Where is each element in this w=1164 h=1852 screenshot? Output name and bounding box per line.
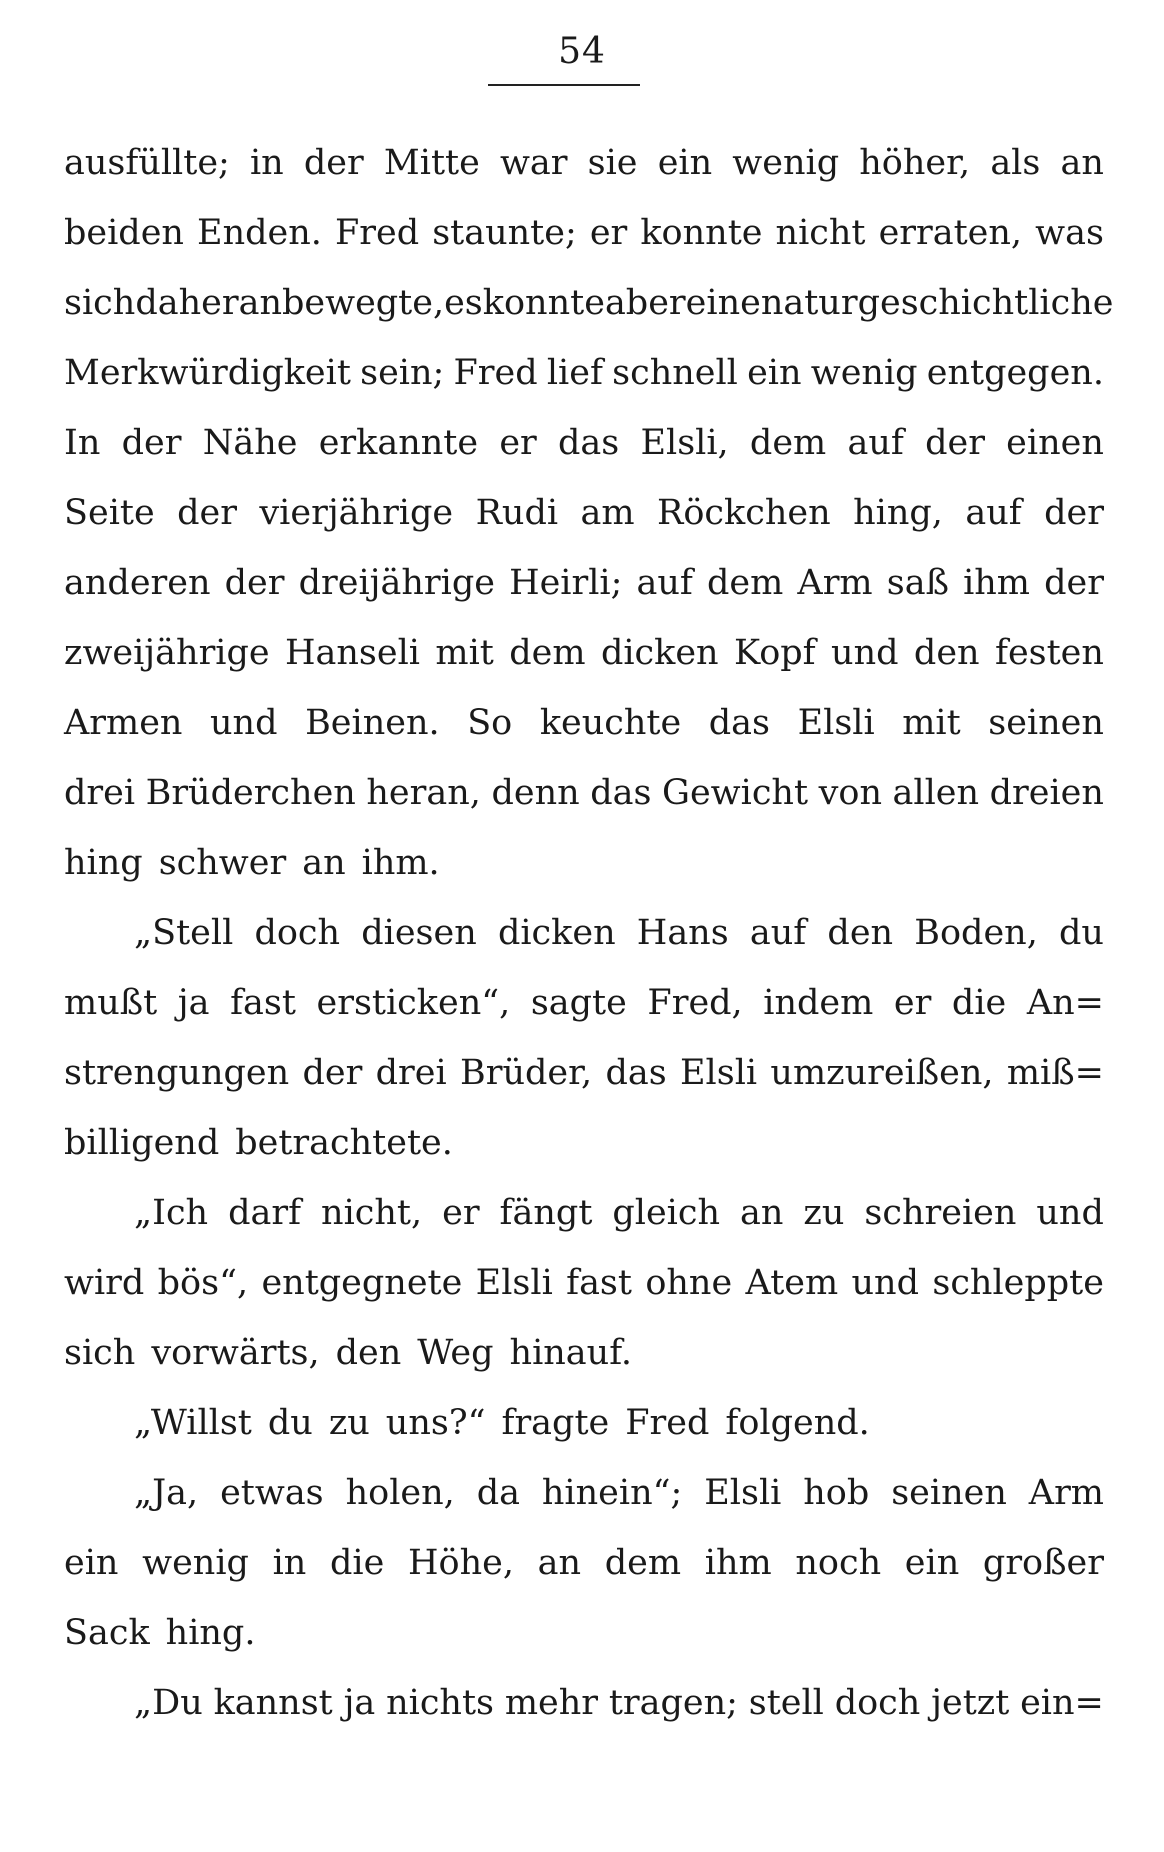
text-line — [64, 408, 1104, 478]
word: fast — [566, 1263, 632, 1303]
word: heran, — [366, 773, 481, 813]
word: da — [476, 1473, 520, 1513]
word: großer — [982, 1543, 1104, 1583]
word: dicken — [497, 913, 616, 953]
word: dem — [509, 633, 586, 673]
word: Arm — [797, 563, 873, 603]
word: Elsli — [704, 1473, 782, 1513]
word: zweijährige — [64, 633, 270, 673]
word: und — [851, 1263, 920, 1303]
word: ohne — [645, 1263, 733, 1303]
word: Sack — [64, 1613, 150, 1653]
word: den — [913, 633, 980, 673]
word: nicht, — [321, 1193, 423, 1233]
word: der — [302, 1053, 363, 1093]
word: ein — [747, 353, 802, 393]
word: ersticken“, — [316, 983, 511, 1023]
word: entgegen. — [926, 353, 1104, 393]
word: der — [1044, 563, 1104, 603]
word: eine — [685, 283, 761, 323]
text-line — [64, 758, 1104, 828]
word: er — [442, 1193, 480, 1233]
word: betrachtete. — [235, 1123, 453, 1163]
word: saß — [886, 563, 949, 603]
text-line — [64, 1108, 1104, 1178]
word: Höhe, — [408, 1543, 514, 1583]
word: konnte — [640, 213, 763, 253]
word: die — [330, 1543, 385, 1583]
word: in — [249, 143, 284, 183]
word: billigend — [64, 1123, 220, 1163]
word: Hans — [636, 913, 729, 953]
text-line — [64, 338, 1104, 408]
text-line — [64, 618, 1104, 688]
text-line — [64, 968, 1104, 1038]
word: naturgeschichtliche — [760, 283, 1114, 323]
word: „Stell — [134, 913, 234, 953]
word: heranbewegte, — [178, 283, 445, 323]
word: Hanseli — [285, 633, 420, 673]
word: das — [558, 423, 620, 463]
word: wenig — [142, 1543, 249, 1583]
word: nichts — [386, 1683, 494, 1723]
word: er — [589, 213, 628, 253]
word: „Ja, — [134, 1473, 199, 1513]
word: hinauf. — [509, 1333, 633, 1373]
word: hing. — [165, 1613, 256, 1653]
text-line — [64, 128, 1104, 198]
word: auf — [965, 493, 1022, 533]
word: stell — [748, 1683, 824, 1723]
word: Arm — [1028, 1473, 1104, 1513]
text-line — [64, 268, 1114, 338]
word: der — [925, 423, 985, 463]
word: wird — [64, 1263, 145, 1303]
word: indem — [763, 983, 874, 1023]
word: in — [272, 1543, 307, 1583]
page-number-rule — [488, 84, 640, 86]
word: den — [335, 1333, 402, 1373]
text-line — [64, 1528, 1104, 1598]
word: nicht — [775, 213, 866, 253]
word: entgegnete — [261, 1263, 463, 1303]
word: anderen — [64, 563, 211, 603]
word: ja — [343, 1683, 376, 1723]
word: Merkwürdigkeit — [64, 353, 351, 393]
word: an — [740, 1193, 784, 1233]
text-line — [64, 688, 1104, 758]
word: dem — [707, 563, 784, 603]
word: Fred — [453, 353, 538, 393]
word: das — [605, 1053, 667, 1093]
word: festen — [994, 633, 1104, 673]
word: strengungen — [64, 1053, 290, 1093]
word: Elsli, — [640, 423, 729, 463]
word: sich — [64, 1333, 136, 1373]
word: ein — [904, 1543, 960, 1583]
word: auf — [749, 913, 807, 953]
page-number: 54 — [558, 31, 606, 72]
word: seinen — [891, 1473, 1007, 1513]
word: sie — [587, 143, 638, 183]
word: da — [135, 283, 179, 323]
word: noch — [795, 1543, 882, 1583]
word: ihm — [963, 563, 1030, 603]
text-line — [64, 548, 1104, 618]
word: doch — [834, 1683, 921, 1723]
word: der — [224, 563, 285, 603]
word: zu — [803, 1193, 845, 1233]
word: Enden. — [197, 213, 322, 253]
word: Weg — [417, 1333, 494, 1373]
word: der — [1044, 493, 1104, 533]
word: an — [302, 843, 346, 883]
word: der — [303, 143, 364, 183]
word: beiden — [64, 213, 184, 253]
word: den — [827, 913, 894, 953]
word: Fred, — [647, 983, 743, 1023]
word: Heirli; — [509, 563, 623, 603]
word: hob — [803, 1473, 870, 1513]
word: das — [708, 703, 771, 743]
word: Mitte — [383, 143, 480, 183]
word: Brüder, — [460, 1053, 593, 1093]
word: denn — [491, 773, 580, 813]
word: Nähe — [202, 423, 298, 463]
word: Beinen. — [305, 703, 440, 743]
word: wenig — [810, 353, 918, 393]
word: ein= — [1020, 1683, 1104, 1723]
word: sein; — [360, 353, 445, 393]
word: umzureißen, — [770, 1053, 994, 1093]
word: fragte — [501, 1403, 610, 1443]
word: mehr — [504, 1683, 598, 1723]
word: mit — [435, 633, 494, 673]
word: sagte — [530, 983, 627, 1023]
word: was — [1035, 213, 1104, 253]
word: etwas — [220, 1473, 324, 1513]
word: Elsli — [797, 703, 875, 743]
text-line — [64, 198, 1104, 268]
word: hing — [64, 843, 143, 883]
word: ausfüllte; — [64, 143, 230, 183]
word: am — [580, 493, 635, 533]
word: Boden, — [914, 913, 1038, 953]
word: hing, — [853, 493, 943, 533]
word: jetzt — [931, 1683, 1010, 1723]
text-line — [64, 1318, 1104, 1388]
word: keuchte — [539, 703, 682, 743]
word: zu — [328, 1403, 370, 1443]
word: dem — [604, 1543, 682, 1583]
word: Fred — [625, 1403, 710, 1443]
word: Elsli — [680, 1053, 758, 1093]
word: kannst — [213, 1683, 333, 1723]
word: dreien — [989, 773, 1104, 813]
word: auf — [636, 563, 693, 603]
word: holen, — [345, 1473, 455, 1513]
word: mußt — [64, 983, 158, 1023]
word: Seite — [64, 493, 155, 533]
word: als — [990, 143, 1041, 183]
word: mit — [902, 703, 961, 743]
word: die — [951, 983, 1007, 1023]
word: Röckchen — [657, 493, 831, 533]
word: er — [499, 423, 537, 463]
word: An= — [1026, 983, 1104, 1023]
word: „Ich — [134, 1193, 209, 1233]
word: erkannte — [318, 423, 479, 463]
text-line — [64, 1038, 1104, 1108]
word: Armen — [64, 703, 183, 743]
word: an — [537, 1543, 582, 1583]
word: auf — [847, 423, 904, 463]
word: Kopf — [734, 633, 816, 673]
word: seinen — [988, 703, 1104, 743]
word: erraten, — [878, 213, 1023, 253]
text-line — [64, 828, 1104, 898]
word: der — [177, 493, 237, 533]
text-line — [64, 1388, 1104, 1458]
word: dreijährige — [298, 563, 495, 603]
word: wenig — [732, 143, 840, 183]
word: schwer — [158, 843, 287, 883]
word: es — [444, 283, 483, 323]
text-line — [64, 1248, 1104, 1318]
body-text — [64, 128, 1114, 1738]
word: und — [831, 633, 899, 673]
word: staunte; — [432, 213, 577, 253]
word: an — [1060, 143, 1104, 183]
word: Atem — [745, 1263, 839, 1303]
word: allen — [892, 773, 980, 813]
word: schleppte — [932, 1263, 1104, 1303]
word: vierjährige — [259, 493, 454, 533]
word: das — [590, 773, 652, 813]
word: doch — [254, 913, 341, 953]
word: konnte — [482, 283, 605, 323]
word: schnell — [612, 353, 738, 393]
word: „Du — [134, 1683, 203, 1723]
word: ein — [657, 143, 713, 183]
word: schreien — [864, 1193, 1017, 1233]
word: Fred — [335, 213, 420, 253]
word: Gewicht — [662, 773, 809, 813]
word: folgend. — [725, 1403, 870, 1443]
word: höher, — [859, 143, 971, 183]
text-line — [64, 898, 1104, 968]
word: So — [467, 703, 513, 743]
word: ihm — [704, 1543, 772, 1583]
word: uns?“ — [385, 1403, 486, 1443]
word: aber — [604, 283, 686, 323]
word: bös“, — [157, 1263, 249, 1303]
word: fast — [230, 983, 296, 1023]
word: „Willst — [134, 1403, 252, 1443]
word: ihm. — [361, 843, 440, 883]
word: fängt — [499, 1193, 593, 1233]
word: Elsli — [475, 1263, 553, 1303]
word: In — [64, 423, 101, 463]
word: miß= — [1006, 1053, 1104, 1093]
word: drei — [64, 773, 136, 813]
word: diesen — [361, 913, 477, 953]
text-line — [64, 1178, 1104, 1248]
word: ja — [177, 983, 210, 1023]
word: ein — [64, 1543, 119, 1583]
word: lief — [546, 353, 603, 393]
word: drei — [375, 1053, 447, 1093]
word: Rudi — [475, 493, 559, 533]
word: von — [818, 773, 882, 813]
word: du — [1059, 913, 1104, 953]
word: dem — [749, 423, 827, 463]
word: er — [893, 983, 932, 1023]
text-line — [64, 1598, 1104, 1668]
word: sich — [64, 283, 136, 323]
word: darf — [228, 1193, 302, 1233]
text-line — [64, 478, 1104, 548]
word: vorwärts, — [151, 1333, 320, 1373]
word: und — [210, 703, 278, 743]
word: tragen; — [608, 1683, 738, 1723]
word: einen — [1006, 423, 1104, 463]
word: du — [267, 1403, 313, 1443]
word: und — [1036, 1193, 1104, 1233]
word: war — [499, 143, 568, 183]
word: der — [121, 423, 182, 463]
word: gleich — [612, 1193, 721, 1233]
word: Brüderchen — [145, 773, 356, 813]
text-line — [64, 1668, 1104, 1738]
word: hinein“; — [541, 1473, 683, 1513]
text-line — [64, 1458, 1104, 1528]
word: dicken — [600, 633, 719, 673]
